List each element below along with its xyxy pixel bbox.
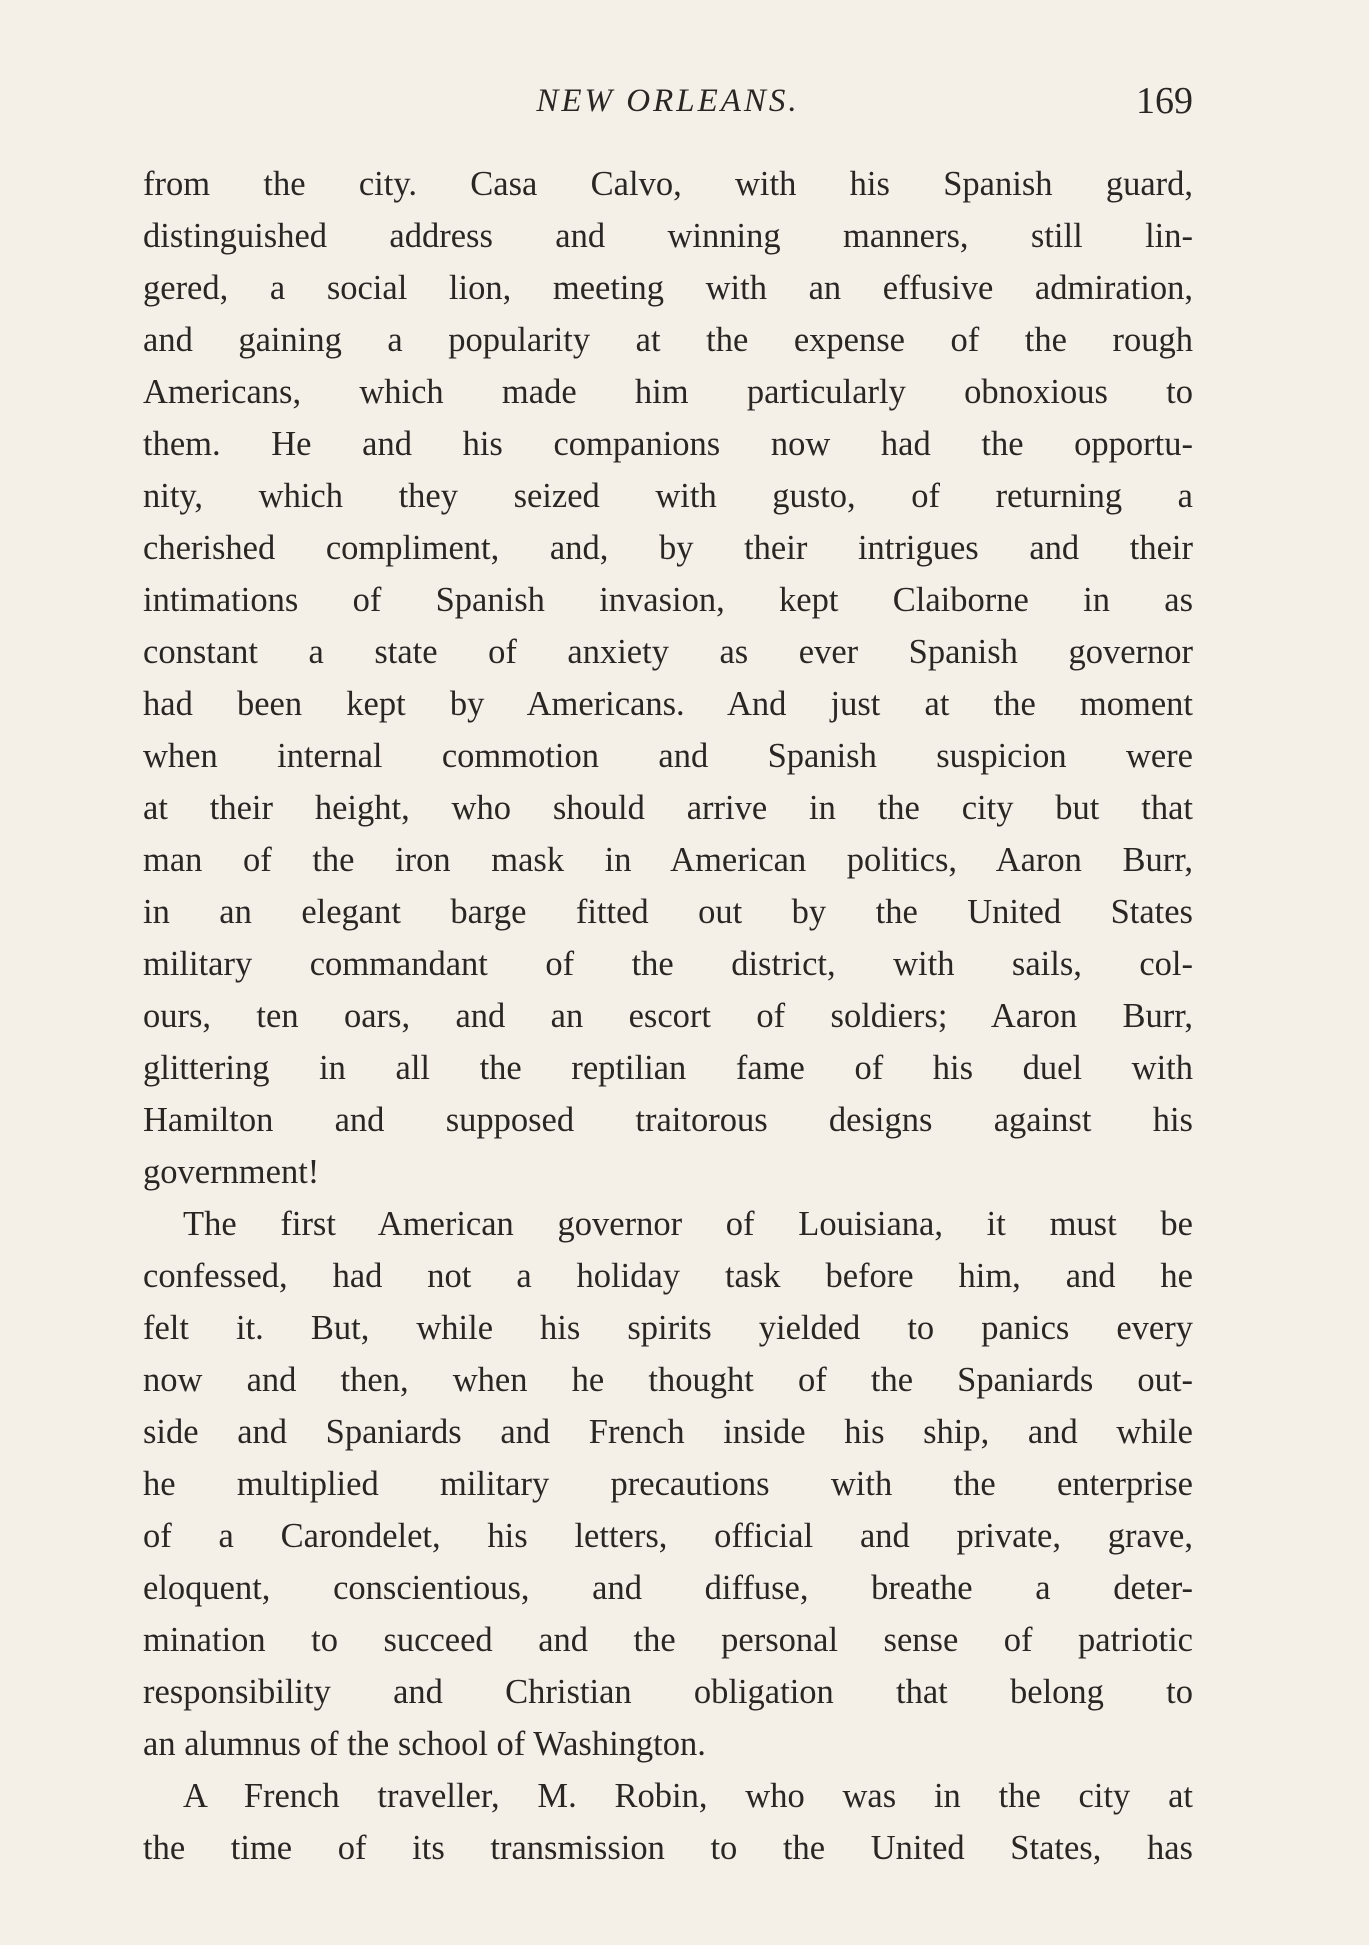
text-line: A French traveller, M. Robin, who was in the city at xyxy=(183,1777,1193,1815)
text-line: now and then, when he thought of the Spaniards out- xyxy=(143,1361,1193,1399)
text-line: eloquent, conscientious, and diffuse, breathe a deter- xyxy=(143,1569,1193,1607)
text-line: had been kept by Americans. And just at the moment xyxy=(143,685,1193,723)
text-line: of a Carondelet, his letters, official and private, grave, xyxy=(143,1517,1193,1555)
text-line: them. He and his companions now had the opportu- xyxy=(143,425,1193,463)
text-line: an alumnus of the school of Washington. xyxy=(143,1725,706,1763)
text-line: from the city. Casa Calvo, with his Spanish guard, xyxy=(143,165,1193,203)
text-line: he multiplied military precautions with the enterprise xyxy=(143,1465,1193,1503)
text-line: constant a state of anxiety as ever Spanish governor xyxy=(143,633,1193,671)
text-line: The first American governor of Louisiana, it must be xyxy=(183,1205,1193,1243)
text-line: and gaining a popularity at the expense of the rough xyxy=(143,321,1193,359)
text-line: government! xyxy=(143,1153,320,1191)
text-line: gered, a social lion, meeting with an effusive admiration, xyxy=(143,269,1193,307)
running-title: NEW ORLEANS. xyxy=(536,83,800,119)
text-line: felt it. But, while his spirits yielded to panics every xyxy=(143,1309,1193,1347)
text-line: distinguished address and winning manners, still lin- xyxy=(143,217,1193,255)
text-line: confessed, had not a holiday task before him, and he xyxy=(143,1257,1193,1295)
text-line: mination to succeed and the personal sense of patriotic xyxy=(143,1621,1193,1659)
text-line: side and Spaniards and French inside his ship, and while xyxy=(143,1413,1193,1451)
text-line: Americans, which made him particularly obnoxious to xyxy=(143,373,1193,411)
text-line: glittering in all the reptilian fame of his duel with xyxy=(143,1049,1193,1087)
text-line: nity, which they seized with gusto, of returning a xyxy=(143,477,1193,515)
text-line: military commandant of the district, with sails, col- xyxy=(143,945,1193,983)
text-line: responsibility and Christian obligation that belong to xyxy=(143,1673,1193,1711)
text-line: cherished compliment, and, by their intrigues and their xyxy=(143,529,1193,567)
text-line: in an elegant barge fitted out by the United States xyxy=(143,893,1193,931)
text-line: man of the iron mask in American politics, Aaron Burr, xyxy=(143,841,1193,879)
running-head xyxy=(143,76,1193,126)
text-line: intimations of Spanish invasion, kept Claiborne in as xyxy=(143,581,1193,619)
text-line: ours, ten oars, and an escort of soldiers; Aaron Burr, xyxy=(143,997,1193,1035)
body-text xyxy=(143,158,1193,1874)
text-line: when internal commotion and Spanish suspicion were xyxy=(143,737,1193,775)
text-line: at their height, who should arrive in the city but that xyxy=(143,789,1193,827)
page-number: 169 xyxy=(1136,80,1193,122)
text-line: Hamilton and supposed traitorous designs against his xyxy=(143,1101,1193,1139)
text-line: the time of its transmission to the United States, has xyxy=(143,1829,1193,1867)
